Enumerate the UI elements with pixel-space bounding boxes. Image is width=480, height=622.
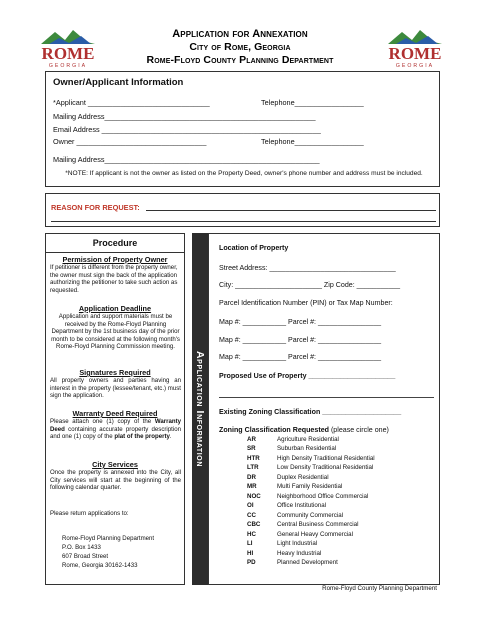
logo-text: ROME (41, 44, 95, 63)
signatures-text: All property owners and parties having an interest in the property (lessee/tenant, etc.) must sign the application. (50, 377, 181, 399)
rome-logo-right (382, 26, 448, 70)
application-information-section (208, 233, 440, 585)
zone-option[interactable]: NOC Neighborhood Office Commercial (247, 493, 369, 500)
reason-input-line[interactable] (146, 210, 436, 211)
city-services-heading: City Services (92, 460, 138, 469)
street-address-field[interactable]: Street Address: ________________________________ (219, 264, 396, 272)
return-text: Please return applications to: (50, 510, 129, 517)
zone-option[interactable]: LI Light Industrial (247, 540, 318, 547)
zone-option[interactable]: HI Heavy Industrial (247, 550, 322, 557)
city-services-text: Once the property is annexed into the City, all City services will start at the beginning of the following calendar quarter. (50, 469, 181, 491)
zone-option[interactable]: HC General Heavy Commercial (247, 531, 353, 538)
location-label: Location of Property (219, 244, 289, 252)
deadline-text: Application and support materials must be received by the Rome-Floyd Planning Department by the 1st business day of the prior month to be considered at the following month's Rome-Floyd Planning Commission meeting. (51, 313, 180, 350)
zone-option[interactable]: DR Duplex Residential (247, 474, 329, 481)
signatures-heading: Signatures Required (79, 368, 151, 377)
owner-section-title: Owner/Applicant Information (53, 77, 184, 88)
proposed-use-line[interactable] (219, 397, 434, 398)
email-address-field[interactable]: Email Address ______________________________________________________ (53, 125, 321, 134)
zone-option[interactable]: CBC Central Business Commercial (247, 521, 359, 528)
owner-applicant-section (45, 71, 440, 187)
requested-zoning-label: Zoning Classification Requested (please circle one) (219, 426, 389, 434)
applicant-telephone-field[interactable]: Telephone_________________ (261, 98, 364, 107)
logo-text: ROME (388, 44, 442, 63)
permission-text: If petitioner is different from the property owner, the owner must sign the back of the application authorizing the petitioner to take such action as requested. (50, 264, 178, 294)
reason-label: REASON FOR REQUEST: (51, 203, 140, 212)
map-parcel-field[interactable]: Map #: ___________ Parcel #: ________________ (219, 353, 382, 361)
logo-subtext: GEORGIA (395, 63, 435, 69)
zone-option[interactable]: OI Office Institutional (247, 502, 327, 509)
zone-option[interactable]: AR Agriculture Residential (247, 436, 339, 443)
existing-zoning-field[interactable]: Existing Zoning Classification ____________________ (219, 408, 402, 416)
proposed-use-field[interactable]: Proposed Use of Property ______________________ (219, 372, 396, 380)
zone-option[interactable]: MR Multi Family Residential (247, 483, 343, 490)
document-header (120, 28, 360, 67)
address-line: 607 Broad Street (62, 553, 109, 560)
header-title: Application for Annexation (172, 28, 308, 40)
deadline-heading: Application Deadline (78, 304, 152, 313)
reason-input-line[interactable] (51, 221, 436, 222)
zone-option[interactable]: LTR Low Density Traditional Residential (247, 464, 374, 471)
header-city: City of Rome, Georgia (189, 41, 291, 53)
owner-field[interactable]: Owner ________________________________ Telephone_________________ (53, 137, 364, 146)
logo-subtext: GEORGIA (48, 63, 88, 69)
zone-option[interactable]: HTR High Density Traditional Residential (247, 455, 375, 462)
warranty-text: Please attach one (1) copy of the Warranty Deed containing accurate property description and one (1) copy of the plat of the property. (50, 418, 181, 440)
owner-mailing-address-field[interactable]: Mailing Address_____________________________________________________ (53, 155, 320, 164)
application-information-label: Application Information (194, 350, 206, 468)
reason-section (45, 193, 440, 227)
header-department: Rome-Floyd County Planning Department (146, 54, 334, 66)
parcel-label: Parcel Identification Number (PIN) or Tax Map Number: (219, 299, 393, 307)
permission-heading: Permission of Property Owner (62, 255, 168, 264)
map-parcel-field[interactable]: Map #: ___________ Parcel #: ________________ (219, 318, 382, 326)
address-line: Rome-Floyd Planning Department (62, 535, 155, 542)
applicant-field[interactable]: *Applicant ______________________________ Telephone_________________ (53, 98, 364, 107)
owner-telephone-field[interactable]: Telephone_________________ (261, 137, 364, 146)
address-line: P.O. Box 1433 (62, 544, 101, 551)
footer: Rome-Floyd County Planning Department (322, 585, 437, 592)
zone-option[interactable]: CC Community Commercial (247, 512, 344, 519)
warranty-heading: Warranty Deed Required (72, 409, 158, 418)
divider (46, 252, 184, 253)
address-line: Rome, Georgia 30162-1433 (62, 562, 138, 569)
owner-note: *NOTE: If applicant is not the owner as listed on the Property Deed, owner's phone number and address must be included. (65, 170, 423, 177)
city-zip-field[interactable]: City: ______________________ Zip Code: ___________ (219, 281, 401, 289)
rome-logo-left (35, 26, 101, 70)
zone-option[interactable]: SR Suburban Residential (247, 445, 337, 452)
mailing-address-field[interactable]: Mailing Address____________________________________________________ (53, 112, 316, 121)
procedure-title: Procedure (92, 238, 138, 248)
map-parcel-field[interactable]: Map #: ___________ Parcel #: ________________ (219, 336, 382, 344)
procedure-section (45, 233, 185, 585)
zone-option[interactable]: PD Planned Development (247, 559, 338, 566)
